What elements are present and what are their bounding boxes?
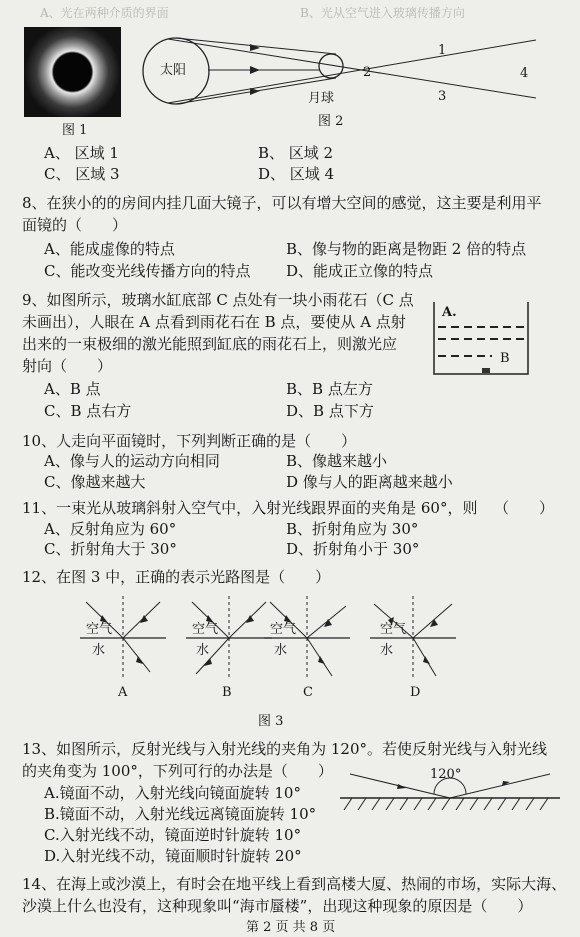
fig3-c-label: C <box>303 685 313 700</box>
fig3-b-air: 空气 <box>192 622 219 637</box>
q7-option-c[interactable]: C、 区域 3 <box>44 165 120 183</box>
q14-stem-line1: 14、在海上或沙漠上，有时会在地平线上看到高楼大厦、热闹的市场，实际大海、 <box>22 875 567 893</box>
q8-option-a[interactable]: A、能成虚像的特点 <box>44 240 175 258</box>
q7-option-a[interactable]: A、 区域 1 <box>44 144 119 162</box>
q8-option-c[interactable]: C、能改变光线传播方向的特点 <box>44 262 251 280</box>
q10-option-c[interactable]: C、像越来越大 <box>44 473 146 491</box>
q9-option-a[interactable]: A、B 点 <box>44 380 101 398</box>
q14-stem-line2: 沙漠上什么也没有，这种现象叫“海市蜃楼”，出现这种现象的原因是（ ） <box>22 897 533 915</box>
q13-stem-line2: 的夹角变为 100°，下列可行的办法是（ ） <box>22 762 333 780</box>
fig3-b-water: 水 <box>196 643 210 658</box>
q13-option-c[interactable]: C.入射光线不动，镜面逆时针旋转 10° <box>44 826 302 844</box>
q11-stem: 11、一束光从玻璃斜射入空气中，入射光线跟界面的夹角是 60°，则 <box>22 499 478 517</box>
bleed-text: B、光从空气进入玻璃传播方向 <box>300 6 465 20</box>
q10-option-a[interactable]: A、像与人的运动方向相同 <box>44 452 220 470</box>
q13-stem-line1: 13、如图所示，反射光线与入射光线的夹角为 120°。若使反射光线与入射光线 <box>22 740 547 758</box>
q11-option-d[interactable]: D、折射角小于 30° <box>286 540 420 558</box>
q11-answer-blank: （ ） <box>494 499 555 517</box>
fig3-c-air: 空气 <box>270 622 297 637</box>
q13-option-a[interactable]: A.镜面不动，入射光线向镜面旋转 10° <box>44 784 301 802</box>
q9-stem-line2: 未画出），人眼在 A 点看到雨花石在 B 点，要使从 A 点射 <box>22 313 406 331</box>
q9-option-b[interactable]: B、B 点左方 <box>286 380 373 398</box>
q13-option-b[interactable]: B.镜面不动，入射光线远离镜面旋转 10° <box>44 805 317 823</box>
q8-option-b[interactable]: B、像与物的距离是物距 2 倍的特点 <box>286 240 527 258</box>
q9-option-c[interactable]: C、B 点右方 <box>44 402 132 420</box>
fig3-d-air: 空气 <box>380 622 407 637</box>
sun-label: 太阳 <box>160 63 187 78</box>
point-a-label: A. <box>442 305 457 320</box>
eclipse-photo <box>24 27 121 117</box>
fig3-d-label: D <box>410 685 421 700</box>
q10-stem: 10、人走向平面镜时，下列判断正确的是（ ） <box>22 432 357 450</box>
q9-stem-line1: 9、如图所示，玻璃水缸底部 C 点处有一块小雨花石（C 点 <box>22 291 414 309</box>
q8-option-d[interactable]: D、能成正立像的特点 <box>286 262 434 280</box>
moon-label: 月球 <box>308 91 335 106</box>
q7-option-d[interactable]: D、 区域 4 <box>258 165 335 183</box>
q9-stem-line3: 出来的一束极细的激光能照到缸底的雨花石上，则激光应 <box>22 335 398 353</box>
region-4-label: 4 <box>520 66 529 81</box>
fig2-caption: 图 2 <box>318 114 344 129</box>
fig3-a-label: A <box>118 685 128 700</box>
fig3-c-water: 水 <box>274 643 288 658</box>
q12-stem: 12、在图 3 中，正确的表示光路图是（ ） <box>22 568 331 586</box>
region-1-label: 1 <box>438 43 447 58</box>
region-2-label: 2 <box>363 65 372 80</box>
fig3-caption: 图 3 <box>258 714 284 729</box>
fig3-b-label: B <box>222 685 232 700</box>
fig3-d-water: 水 <box>380 643 394 658</box>
q10-option-b[interactable]: B、像越来越小 <box>286 452 388 470</box>
q8-stem-line2: 面镜的（ ） <box>22 216 128 234</box>
q13-option-d[interactable]: D.入射光线不动，镜面顺时针旋转 20° <box>44 847 302 865</box>
q8-stem-line1: 8、在狭小的的房间内挂几面大镜子，可以有增大空间的感觉，这主要是利用平 <box>22 194 542 212</box>
bleed-text: A、光在两种介质的界面 <box>40 6 169 20</box>
q13-angle-label: 120° <box>430 767 462 782</box>
fig3-a-water: 水 <box>92 643 106 658</box>
fig1-caption: 图 1 <box>62 123 88 138</box>
q9-option-d[interactable]: D、B 点下方 <box>286 402 374 420</box>
page-footer: 第 2 页 共 8 页 <box>246 920 336 935</box>
region-3-label: 3 <box>438 89 447 104</box>
q11-option-a[interactable]: A、反射角应为 60° <box>44 520 177 538</box>
fig3-a-air: 空气 <box>86 622 113 637</box>
point-b-label: B <box>500 351 510 366</box>
q9-stem-line4: 射向（ ） <box>22 357 113 375</box>
q7-option-b[interactable]: B、 区域 2 <box>258 144 334 162</box>
fig2-diagram <box>140 26 540 116</box>
q11-option-c[interactable]: C、折射角大于 30° <box>44 540 177 558</box>
q11-option-b[interactable]: B、折射角应为 30° <box>286 520 419 538</box>
q10-option-d[interactable]: D 像与人的距离越来越小 <box>286 473 453 491</box>
